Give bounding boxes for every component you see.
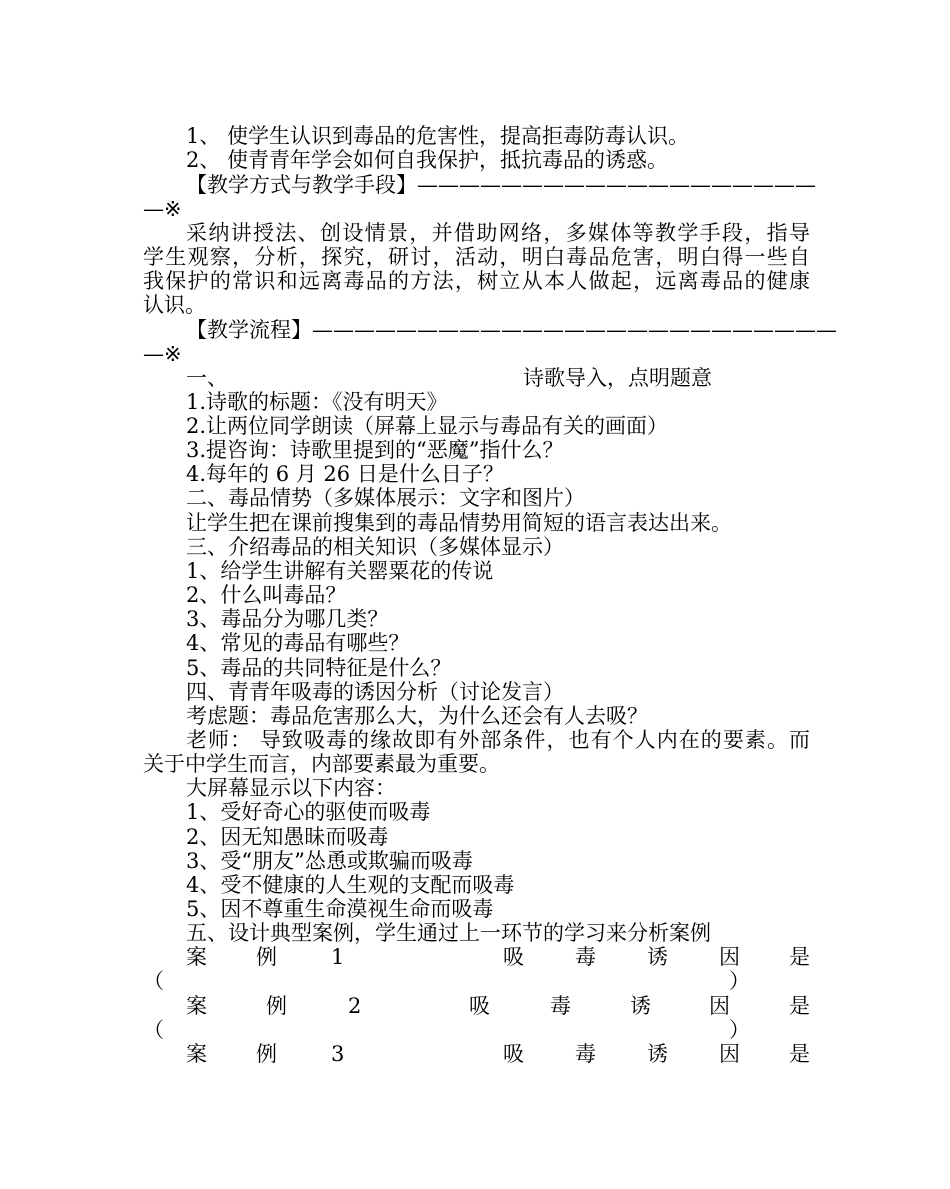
case-1-char: 1 bbox=[331, 945, 345, 969]
process-heading: 【教学流程】————————————————————————— bbox=[186, 318, 837, 342]
process-heading-end: —※ bbox=[143, 342, 182, 366]
case-1-char: 吸 bbox=[503, 945, 524, 969]
list-item: 3、毒品分为哪几类？ bbox=[186, 607, 389, 631]
case-3-char: 例 bbox=[256, 1042, 277, 1066]
objective-1: 1、 使学生认识到毒品的危害性，提高拒毒防毒认识。 bbox=[186, 124, 690, 148]
reason-item: 3、受“朋友”怂恿或欺骗而吸毒 bbox=[186, 849, 473, 873]
case-2-char: 诱 bbox=[630, 994, 651, 1018]
close-paren: ） bbox=[729, 1018, 750, 1042]
list-item: 4、常见的毒品有哪些？ bbox=[186, 631, 410, 655]
case-3-char: 案 bbox=[186, 1042, 207, 1066]
section-2-heading: 二、毒品情势（多媒体展示：文字和图片） bbox=[186, 486, 585, 510]
list-item: 3.提咨询：诗歌里提到的“恶魔”指什么？ bbox=[186, 438, 564, 462]
case-1-char: 因 bbox=[719, 945, 740, 969]
list-item: 让学生把在课前搜集到的毒品情势用简短的语言表达出来。 bbox=[186, 511, 732, 535]
case-2-blank bbox=[143, 1018, 753, 1042]
methods-body-line-4: 认识。 bbox=[143, 293, 206, 317]
section-1-number: 一、 bbox=[186, 366, 228, 390]
case-1-char: 是 bbox=[789, 945, 810, 969]
case-3-char: 3 bbox=[331, 1042, 345, 1066]
list-item: 1、给学生讲解有关罂粟花的传说 bbox=[186, 559, 494, 583]
case-3-char: 因 bbox=[719, 1042, 740, 1066]
case-2-char: 是 bbox=[789, 994, 810, 1018]
case-1-blank bbox=[143, 969, 753, 993]
case-3-char: 是 bbox=[789, 1042, 810, 1066]
list-item: 5、毒品的共同特征是什么？ bbox=[186, 656, 452, 680]
close-paren: ） bbox=[729, 969, 750, 993]
case-3-char: 毒 bbox=[575, 1042, 596, 1066]
reason-item: 4、受不健康的人生观的支配而吸毒 bbox=[186, 873, 515, 897]
case-2-char: 吸 bbox=[469, 994, 490, 1018]
teacher-line-1: 老师： 导致吸毒的缘故即有外部条件，也有个人内在的要素。而 bbox=[186, 728, 810, 752]
case-1-char: 案 bbox=[186, 945, 207, 969]
reason-item: 1、受好奇心的驱使而吸毒 bbox=[186, 800, 431, 824]
section-3-heading: 三、介绍毒品的相关知识（多媒体显示） bbox=[186, 535, 564, 559]
case-2-char: 2 bbox=[348, 994, 362, 1018]
list-item: 4.每年的 6 月 26 日是什么日子？ bbox=[186, 462, 504, 486]
methods-body-line-3: 我保护的常识和远离毒品的方法，树立从本人做起，远离毒品的健康 bbox=[143, 269, 810, 293]
case-1-char: 诱 bbox=[647, 945, 668, 969]
methods-heading: 【教学方式与教学手段】——————————————————— bbox=[186, 173, 816, 197]
case-2-char: 因 bbox=[709, 994, 730, 1018]
objective-2: 2、 使青青年学会如何自我保护，抵抗毒品的诱惑。 bbox=[186, 148, 669, 172]
list-item: 2、什么叫毒品？ bbox=[186, 583, 347, 607]
section-4-heading: 四、青青年吸毒的诱因分析（讨论发言） bbox=[186, 680, 564, 704]
case-1-char: 毒 bbox=[575, 945, 596, 969]
screen-intro: 大屏幕显示以下内容： bbox=[186, 776, 396, 800]
case-1-line bbox=[186, 945, 810, 969]
reason-item: 2、因无知愚昧而吸毒 bbox=[186, 825, 389, 849]
case-2-char: 案 bbox=[186, 994, 207, 1018]
open-paren: （ bbox=[143, 969, 164, 993]
open-paren: （ bbox=[143, 1018, 164, 1042]
reason-item: 5、因不尊重生命漠视生命而吸毒 bbox=[186, 897, 494, 921]
discussion-question: 考虑题：毒品危害那么大，为什么还会有人去吸？ bbox=[186, 704, 648, 728]
list-item: 2.让两位同学朗读（屏幕上显示与毒品有关的画面） bbox=[186, 414, 669, 438]
case-2-char: 例 bbox=[266, 994, 287, 1018]
case-3-char: 诱 bbox=[647, 1042, 668, 1066]
teacher-line-2: 关于中学生而言，内部要素最为重要。 bbox=[143, 752, 500, 776]
case-2-char: 毒 bbox=[550, 994, 571, 1018]
case-3-char: 吸 bbox=[503, 1042, 524, 1066]
case-3-line bbox=[186, 1042, 810, 1066]
section-5-heading: 五、设计典型案例，学生通过上一环节的学习来分析案例 bbox=[186, 921, 711, 945]
case-2-line bbox=[186, 994, 810, 1018]
case-1-char: 例 bbox=[256, 945, 277, 969]
list-item: 1.诗歌的标题：《没有明天》 bbox=[186, 390, 448, 414]
section-1-title: 诗歌导入，点明题意 bbox=[523, 366, 712, 390]
methods-body-line-1: 采纳讲授法、创设情景，并借助网络，多媒体等教学手段，指导 bbox=[186, 221, 810, 245]
methods-body-line-2: 学生观察，分析，探究，研讨，活动，明白毒品危害，明白得一些自 bbox=[143, 245, 810, 269]
methods-heading-end: —※ bbox=[143, 197, 182, 221]
